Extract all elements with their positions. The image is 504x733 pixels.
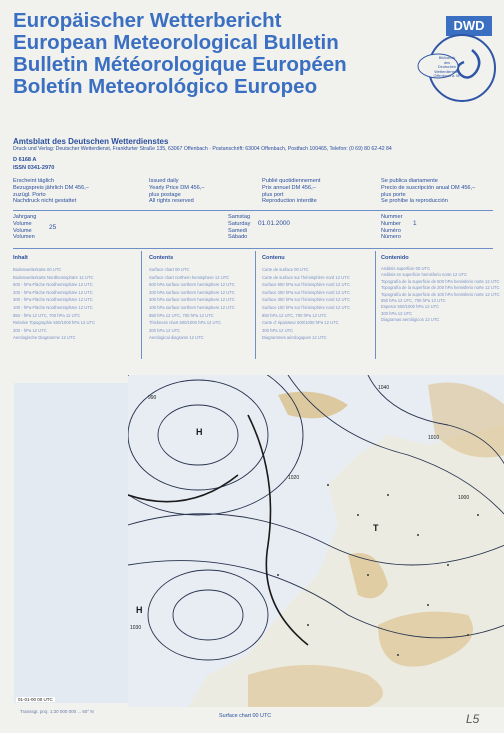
col-rule-2 xyxy=(255,251,256,359)
divider-top xyxy=(13,210,493,211)
isobar-1000: 1000 xyxy=(458,495,470,501)
handwritten-mark: L5 xyxy=(466,712,480,726)
info-col-es: Se publica diariamente Precio de suscripción anual DM 456,– plus porte Se prohibe la reproducción xyxy=(381,178,476,205)
surface-weather-map xyxy=(128,375,504,707)
day-labels: Samstag Saturday Samedi Sábado xyxy=(228,214,251,241)
col-rule-3 xyxy=(375,251,376,359)
contents-en: Contents Surface chart 00 UTC Surface chart northern hemisphere 12 UTC 500 hPa surface northern hemisphere 12 UTC 200 hPa surface northern hemisphere 12 UTC 300 hPa surface northern hemisphere 12 UTC 100 hPa surface northern hemisphere 12 UTC 850 hPa 12 UTC, 700 hPa 12 UTC Thickness chart 500/1000 hPa 12 UTC 300 hPa 12 UTC Aerological diagrams 12 UTC xyxy=(149,255,235,341)
contents-fr: Contenu Carte de surface 00 UTC Carte de surface sur l'hémisphère nord 12 UTC Surface 500 hPa sur l'hémisphère nord 12 UTC Surface 200 hPa sur l'hémisphère nord 12 UTC Surface 300 hPa sur l'hémisphère nord 12 UTC Surface 100 hPa sur l'hémisphère nord 12 UTC 850 hPa 12 UTC, 700 hPa 12 UTC Carte d' épaisseur 500/1000 hPa 12 UTC 300 hPa 12 UTC Diagrammes aérologiques 12 UTC xyxy=(262,255,351,341)
publisher-line: Druck und Verlag: Deutscher Wetterdienst, Frankfurter Straße 135, 63067 Offenbach · Postanschrift: 63004 Offenbach, Postfach 100465, Telefon: (0 69) 80 62-42 84 xyxy=(13,146,392,152)
isobar-1010: 1010 xyxy=(428,435,440,441)
volume-value: 25 xyxy=(49,224,57,231)
info-col-fr: Publié quotidiennement Prix annuel DM 456,– plus port Reproduction interdite xyxy=(262,178,321,205)
isobar-990: 990 xyxy=(148,395,157,401)
isobar-1020: 1020 xyxy=(288,475,300,481)
contents-de: Inhalt Bodenwetterkarte 00 UTC Bodenwetterkarte Nordhemisphäre 12 UTC 500 - hPa-Fläche Nordhemisphäre 12 UTC 200 - hPa-Fläche Nordhemisphäre 12 UTC 300 - hPa-Fläche Nordhemisphäre 12 UTC 100 - hPa-Fläche Nordhemisphäre 12 UTC 850 - hPa 12 UTC, 700 hPa 12 UTC Relative Topographie 500/1000 hPa 12 UTC 300 - hPa 12 UTC Aerologische Diagramme 12 UTC xyxy=(13,255,96,341)
map-drawing xyxy=(128,375,504,707)
code-issn: ISSN 0341-2970 xyxy=(13,165,55,171)
title-spanish: Boletín Meteorológico Europeo xyxy=(13,75,318,98)
map-caption: Surface chart 00 UTC xyxy=(219,713,272,719)
volume-labels: Jahrgang Volume Volume Volumen xyxy=(13,214,37,241)
code-d: D 6168 A xyxy=(13,157,37,163)
pressure-high-label: H xyxy=(196,427,203,437)
title-english: European Meteorological Bulletin xyxy=(13,31,339,54)
pressure-high-label-2: H xyxy=(136,605,143,615)
stamp-text: Bibliothek des Deutschen Wetterdienstes Offenbach a. M. xyxy=(433,56,461,79)
isobar-1040: 1040 xyxy=(378,385,390,391)
info-col-de: Erscheint täglich Bezugspreis jährlich DM 456,– zuzügl. Porto Nachdruck nicht gestattet xyxy=(13,178,89,205)
map-stamp: 01-01-00 00 UTC xyxy=(18,697,53,702)
contents-es: Contenido Análisis superficie 00 UTC Análisis en superficie hemisferio norte 12 UTC Topografía de la superficie de 500 hPa hemisferio norte 12 UTC Topografía de la superficie de 200 hPa hemisferio norte 12 UTC Topografía de la superficie de 100 hPa hemisferio norte 12 UTC 850 hPa 12 UTC, 700 hPa 12 UTC Espesor 500/1000 hPa 12 UTC 300 hPa 12 UTC Diagramas aerológicos 12 UTC xyxy=(381,255,500,323)
title-french: Bulletin Météorologique Européen xyxy=(13,53,347,76)
number-value: 1 xyxy=(413,220,417,227)
publisher-heading: Amtsblatt des Deutschen Wetterdienstes xyxy=(13,137,169,146)
info-col-en: Issued daily Yearly Price DM 456,– plus postage All rights reserved xyxy=(149,178,205,205)
map-scale-note: Transsgr. proj. 1:30 000 000 ... 60° N xyxy=(20,709,94,714)
pressure-low-label: T xyxy=(373,523,379,533)
map-ocean-west xyxy=(14,383,128,703)
number-labels: Nummer Number Numéro Número xyxy=(381,214,403,241)
isobar-1030: 1030 xyxy=(130,625,142,631)
dwd-logo: DWD xyxy=(446,16,492,36)
title-german: Europäischer Wetterbericht xyxy=(13,9,282,32)
col-rule-1 xyxy=(141,251,142,359)
divider-mid xyxy=(13,248,493,249)
issue-date: 01.01.2000 xyxy=(258,220,290,227)
